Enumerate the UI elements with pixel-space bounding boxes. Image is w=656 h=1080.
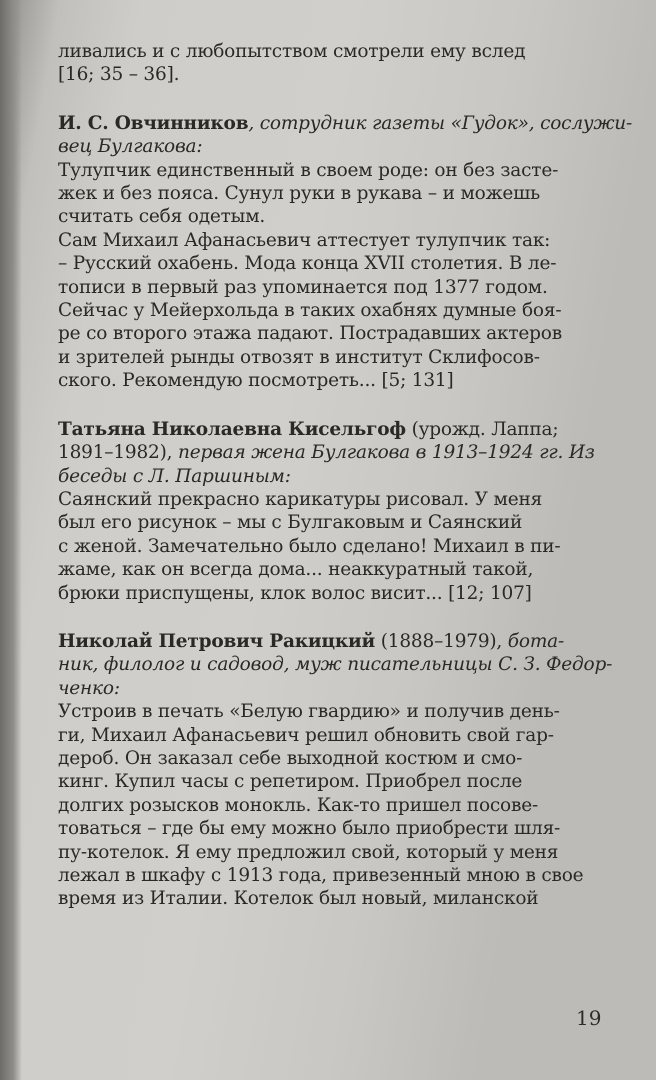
person-role <box>58 653 613 676</box>
text-line: – Русский охабень. Мода конца XVII столетия. В ле- <box>58 253 557 275</box>
text-line: время из Италии. Котелок был новый, миланской <box>58 888 539 910</box>
text-line: считать себя одетым. <box>58 206 266 228</box>
person-role <box>58 465 590 488</box>
person-role-cont: ченко: <box>58 677 120 699</box>
text-line: долгих розысков монокль. Как-то пришел посове- <box>58 794 538 816</box>
text-line: дероб. Он заказал себе выходной костюм и смо- <box>58 747 523 769</box>
person-role-cont: беседы с Л. Паршиным: <box>58 465 291 487</box>
person-name: Николай Петрович Ракицкий <box>58 630 376 652</box>
person-role <box>58 677 590 700</box>
person-name: Татьяна Николаевна Кисельгоф <box>58 418 406 440</box>
text-line: был его рисунок – мы с Булгаковым и Саянский <box>58 512 523 534</box>
person-role: , сотрудник газеты «Гудок», сослужи- <box>248 112 633 134</box>
entry-kiselgof <box>30 418 595 605</box>
text-line: Саянский прекрасно карикатуры рисовал. У меня <box>58 488 543 510</box>
entry-heading <box>58 418 590 441</box>
text-line: кинг. Купил часы с репетиром. Приобрел после <box>58 771 523 793</box>
person-dates-cont: 1891–1982), <box>58 442 178 464</box>
text-line: Сейчас у Мейерхольда в таких охабнях думные боя- <box>58 300 562 322</box>
text-line: ского. Рекомендую посмотреть... [5; 131] <box>58 370 454 392</box>
top-continuation <box>30 40 590 87</box>
text-line: [16; 35 – 36]. <box>58 64 180 86</box>
text-line: брюки приспущены, клок волос висит... [12; 107] <box>58 582 532 604</box>
entry-ovchinnikov <box>30 112 633 393</box>
text-line: жек и без пояса. Сунул руки в рукава – и можешь <box>58 183 541 205</box>
person-dates: (урожд. Лаппа; <box>405 418 559 440</box>
text-line: ре со второго этажа падают. Пострадавших актеров <box>58 323 562 345</box>
text-line: ги, Михаил Афанасьевич решил обновить свой гар- <box>58 724 554 746</box>
text-line: Тулупчик единственный в своем роде: он без засте- <box>58 159 559 181</box>
text-line: и зрителей рынды отвозят в институт Склифосов- <box>58 346 540 368</box>
text-line: тописи в первый раз упоминается под 1377 годом. <box>58 276 548 298</box>
person-role <box>58 135 590 158</box>
text-line: товаться – где бы ему можно было приобрести шля- <box>58 818 561 840</box>
person-role-cont: вец Булгакова: <box>58 136 203 158</box>
text-line: с женой. Замечательно было сделано! Михаил в пи- <box>58 535 561 557</box>
text-line: пу-котелок. Я ему предложил свой, который у меня <box>58 841 559 863</box>
entry-heading <box>58 630 590 653</box>
person-dates: (1888–1979), <box>375 630 508 652</box>
person-role-text: бота- <box>507 630 565 652</box>
person-role <box>58 441 595 464</box>
text-line: Устроив в печать «Белую гвардию» и получив день- <box>58 701 560 723</box>
entry-heading <box>58 112 633 135</box>
text-line: ливались и с любопытством смотрели ему вслед <box>58 41 526 62</box>
text-line: жаме, как он всегда дома... неаккуратный такой, <box>58 559 534 581</box>
person-role-text: первая жена Булгакова в 1913–1924 гг. Из <box>178 442 595 464</box>
book-page-text <box>30 40 633 936</box>
person-role-cont: ник, филолог и садовод, муж писательницы С. З. Федор- <box>58 654 613 676</box>
page-edge-shadow <box>0 0 22 1080</box>
text-line: Сам Михаил Афанасьевич аттестует тулупчик так: <box>58 229 551 251</box>
page-number: 19 <box>576 1006 602 1030</box>
entry-rakitsky <box>30 630 613 911</box>
person-name: И. С. Овчинников <box>58 112 249 134</box>
text-line: лежал в шкафу с 1913 года, привезенный мною в свое <box>58 865 584 886</box>
